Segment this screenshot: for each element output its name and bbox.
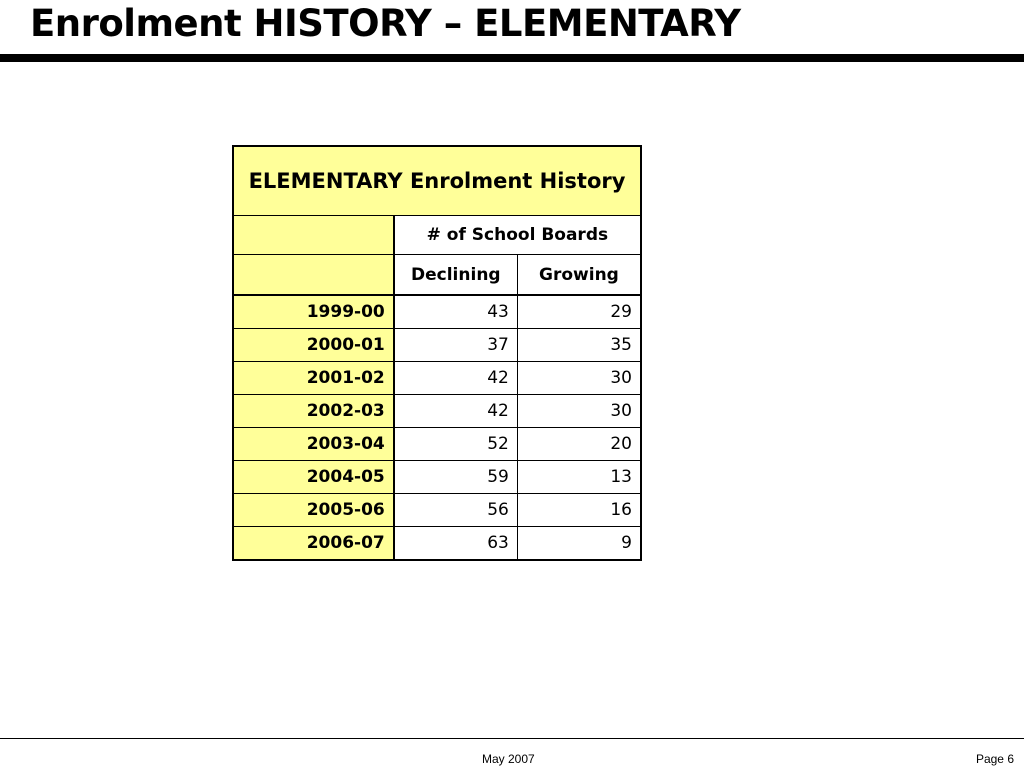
declining-cell: 56 [394, 494, 518, 527]
declining-cell: 43 [394, 295, 518, 329]
year-cell: 2006-07 [233, 527, 394, 561]
footer-date: May 2007 [482, 752, 535, 766]
growing-cell: 35 [517, 329, 641, 362]
declining-cell: 42 [394, 395, 518, 428]
year-cell: 2001-02 [233, 362, 394, 395]
column-header-row [233, 255, 641, 296]
slide-title: Enrolment HISTORY – ELEMENTARY [30, 2, 741, 45]
growing-cell: 20 [517, 428, 641, 461]
declining-cell: 37 [394, 329, 518, 362]
empty-subheader-cell [233, 255, 394, 296]
growing-cell: 13 [517, 461, 641, 494]
title-divider [0, 54, 1024, 62]
year-cell: 2004-05 [233, 461, 394, 494]
year-cell: 2003-04 [233, 428, 394, 461]
column-header-growing: Growing [517, 255, 641, 296]
growing-cell: 30 [517, 362, 641, 395]
empty-header-cell [233, 216, 394, 255]
table-row [233, 527, 641, 561]
table-row [233, 395, 641, 428]
table-title: ELEMENTARY Enrolment History [233, 146, 641, 216]
table-title-row [233, 146, 641, 216]
table-row [233, 362, 641, 395]
enrolment-table [232, 145, 642, 561]
column-header-declining: Declining [394, 255, 518, 296]
group-header-row [233, 216, 641, 255]
year-cell: 2002-03 [233, 395, 394, 428]
growing-cell: 30 [517, 395, 641, 428]
year-cell: 2000-01 [233, 329, 394, 362]
footer-divider [0, 738, 1024, 739]
declining-cell: 59 [394, 461, 518, 494]
growing-cell: 29 [517, 295, 641, 329]
year-cell: 2005-06 [233, 494, 394, 527]
growing-cell: 9 [517, 527, 641, 561]
declining-cell: 63 [394, 527, 518, 561]
page-number: Page 6 [975, 752, 1014, 766]
year-cell: 1999-00 [233, 295, 394, 329]
growing-cell: 16 [517, 494, 641, 527]
table-row [233, 329, 641, 362]
declining-cell: 42 [394, 362, 518, 395]
table-row [233, 461, 641, 494]
table-row [233, 295, 641, 329]
table-row [233, 494, 641, 527]
declining-cell: 52 [394, 428, 518, 461]
group-header: # of School Boards [394, 216, 641, 255]
table-row [233, 428, 641, 461]
